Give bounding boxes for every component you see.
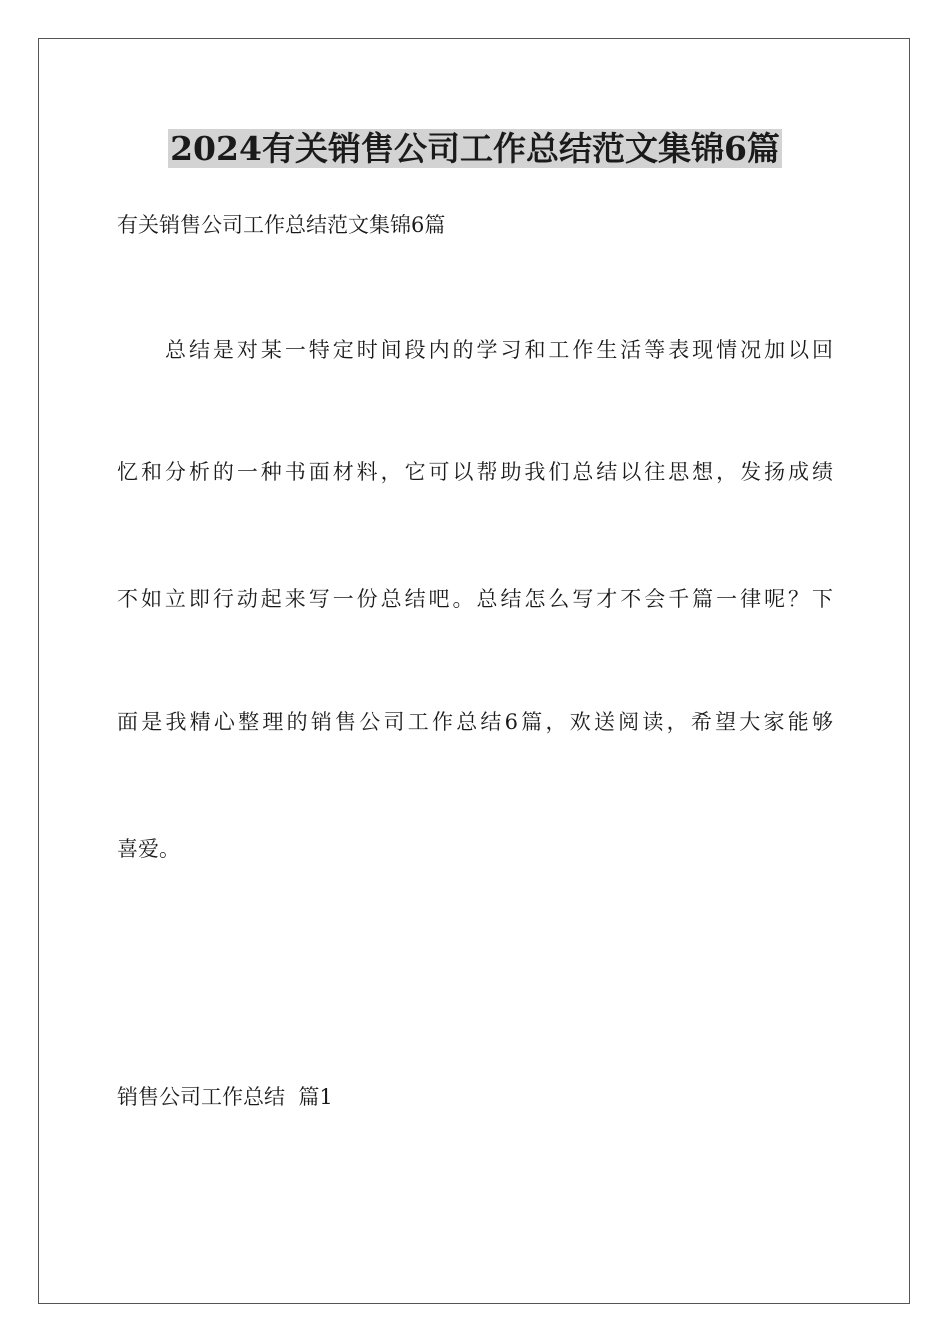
document-title — [0, 128, 950, 170]
intro-paragraph-line-4: 面是我精心整理的销售公司工作总结6篇，欢送阅读，希望大家能够 — [117, 710, 833, 734]
intro-paragraph-line-2: 忆和分析的一种书面材料，它可以帮助我们总结以往思想，发扬成绩 — [117, 460, 833, 484]
intro-paragraph-line-5: 喜爱。 — [117, 837, 180, 861]
document-title-text: 2024有关销售公司工作总结范文集锦6篇 — [170, 129, 780, 168]
intro-paragraph-line-3: 不如立即行动起来写一份总结吧。总结怎么写才不会千篇一律呢？下 — [117, 587, 833, 611]
document-subtitle: 有关销售公司工作总结范文集锦6篇 — [117, 213, 446, 237]
section-heading: 销售公司工作总结 篇1 — [117, 1085, 333, 1109]
intro-paragraph-line-1: 总结是对某一特定时间段内的学习和工作生活等表现情况加以回 — [165, 338, 833, 362]
